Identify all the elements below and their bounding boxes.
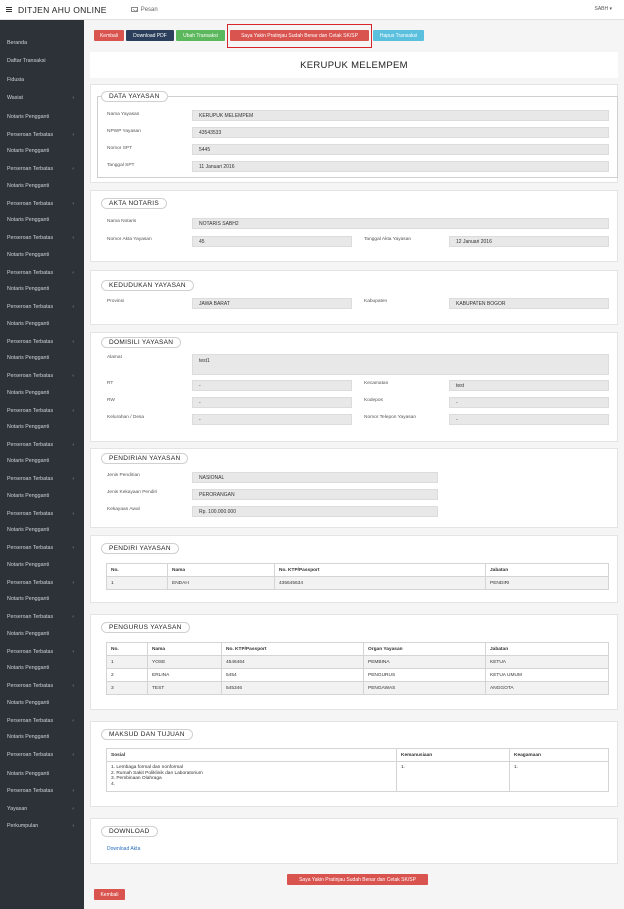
- user-menu[interactable]: SABH ▾: [594, 6, 612, 12]
- sidebar-item-label: Perseroan Terbatas: [7, 303, 54, 310]
- chevron-left-icon: ‹: [72, 269, 74, 276]
- chevron-left-icon: ‹: [72, 613, 74, 620]
- sidebar-item-label: Notaris Pengganti: [7, 147, 50, 154]
- chevron-left-icon: ‹: [72, 805, 74, 812]
- pengurus-legend: PENGURUS YAYASAN: [101, 622, 190, 633]
- sidebar-item-label: Perseroan Terbatas: [7, 407, 54, 414]
- alamat-value: test1: [192, 354, 609, 375]
- back-button[interactable]: Kembali: [94, 30, 124, 41]
- nomor-akta-label: Nomor Akta Yayasan: [107, 237, 152, 242]
- sidebar: [0, 20, 84, 909]
- sidebar-item[interactable]: [0, 712, 84, 729]
- pendiri-legend: PENDIRI YAYASAN: [101, 543, 179, 554]
- sidebar-item[interactable]: [0, 280, 84, 297]
- chevron-left-icon: ‹: [72, 510, 74, 517]
- sidebar-item[interactable]: [0, 142, 84, 159]
- sidebar-item[interactable]: [0, 677, 84, 694]
- akta-legend: AKTA NOTARIS: [101, 198, 167, 209]
- top-bar: [0, 0, 624, 20]
- npwp-value: 43543533: [192, 127, 609, 138]
- chevron-left-icon: ‹: [72, 200, 74, 207]
- sidebar-item[interactable]: [0, 52, 84, 69]
- column-header: Keagamaan: [510, 749, 609, 762]
- jenis-pendirian-value: NASIONAL: [192, 472, 438, 483]
- chevron-left-icon: ‹: [72, 372, 74, 379]
- sidebar-item[interactable]: [0, 487, 84, 504]
- table-cell: 3: [107, 682, 148, 695]
- rt-label: RT: [107, 381, 114, 386]
- table-row: [107, 682, 609, 695]
- chevron-left-icon: ‹: [72, 751, 74, 758]
- nomor-spt-value: 5445: [192, 144, 609, 155]
- maksud-legend: MAKSUD DAN TUJUAN: [101, 729, 193, 740]
- sidebar-item[interactable]: [0, 418, 84, 435]
- table-cell: PENGURUS: [364, 669, 486, 682]
- provinsi-label: Provinsi: [107, 299, 125, 304]
- sidebar-item-label: Perseroan Terbatas: [7, 787, 54, 794]
- sidebar-item[interactable]: [0, 367, 84, 384]
- table-cell: 4546464: [222, 656, 364, 669]
- sidebar-item[interactable]: [0, 229, 84, 246]
- sidebar-item-label: Notaris Pengganti: [7, 561, 50, 568]
- sidebar-item-label: Perseroan Terbatas: [7, 475, 54, 482]
- chevron-left-icon: ‹: [72, 407, 74, 414]
- table-cell: ENDAH: [168, 577, 275, 590]
- jenis-kekayaan-label: Jenis Kekayaan Pendiri: [107, 490, 158, 495]
- sidebar-item-label: Notaris Pengganti: [7, 285, 50, 292]
- column-header: Jabatan: [486, 643, 609, 656]
- sidebar-item-label: Notaris Pengganti: [7, 320, 50, 327]
- table-cell: ANGGOTA: [486, 682, 609, 695]
- rw-value: -: [192, 397, 352, 408]
- list-item: 4.: [111, 781, 116, 787]
- table-cell: 1: [107, 577, 168, 590]
- sidebar-item[interactable]: [0, 728, 84, 745]
- tanggal-akta-value: 12 Januari 2016: [449, 236, 609, 247]
- sidebar-item-label: Notaris Pengganti: [7, 389, 50, 396]
- download-card: [90, 818, 618, 864]
- kekayaan-awal-value: Rp. 100.000.000: [192, 506, 438, 517]
- confirm-print-button[interactable]: Saya Yakin Pratinjau Sudah Benar dan Cetak SK/SP: [230, 30, 369, 41]
- tanggal-akta-label: Tanggal Akta Yayasan: [364, 237, 412, 242]
- kecamatan-label: Kecamatan: [364, 381, 389, 386]
- chevron-left-icon: ‹: [72, 475, 74, 482]
- pendiri-table: [106, 563, 609, 590]
- table-row: [107, 577, 609, 590]
- sidebar-item[interactable]: [0, 246, 84, 263]
- sidebar-item[interactable]: [0, 625, 84, 642]
- sidebar-item-label: Notaris Pengganti: [7, 182, 50, 189]
- kodepos-value: -: [449, 397, 609, 408]
- column-header: No.: [107, 564, 168, 577]
- sidebar-item[interactable]: [0, 746, 84, 763]
- sidebar-item-label: Wasiat: [7, 94, 23, 101]
- maksud-table: [106, 748, 609, 792]
- sidebar-item-label: Perseroan Terbatas: [7, 234, 54, 241]
- sidebar-item[interactable]: [0, 659, 84, 676]
- table-header-row: [107, 564, 609, 577]
- kabupaten-value: KABUPATEN BOGOR: [449, 298, 609, 309]
- sidebar-item-label: Perkumpulan: [7, 822, 39, 829]
- nama-yayasan-label: Nama Yayasan: [107, 112, 140, 117]
- messages-label: Pesan: [140, 6, 158, 13]
- sidebar-item-label: Perseroan Terbatas: [7, 200, 54, 207]
- download-akta-link[interactable]: Download Akta: [107, 846, 141, 852]
- sidebar-item-label: Perseroan Terbatas: [7, 510, 54, 517]
- delete-transaction-button[interactable]: Hapus Transaksi: [373, 30, 424, 41]
- app-title: DITJEN AHU ONLINE: [18, 4, 107, 15]
- sidebar-item-label: Perseroan Terbatas: [7, 269, 54, 276]
- table-row: [107, 656, 609, 669]
- sidebar-item-label: Perseroan Terbatas: [7, 717, 54, 724]
- table-cell: YOSE: [148, 656, 222, 669]
- sidebar-item[interactable]: [0, 384, 84, 401]
- edit-transaction-button[interactable]: Ubah Transaksi: [176, 30, 225, 41]
- table-cell: PENGAWAS: [364, 682, 486, 695]
- chevron-left-icon: ‹: [72, 131, 74, 138]
- sidebar-item[interactable]: [0, 436, 84, 453]
- back-button-bottom[interactable]: Kembali: [94, 889, 125, 900]
- column-header: No. KTP/Passport: [275, 564, 486, 577]
- kabupaten-label: Kabupaten: [364, 299, 388, 304]
- chevron-left-icon: ‹: [72, 579, 74, 586]
- chevron-left-icon: ‹: [72, 165, 74, 172]
- table-cell: TEST: [148, 682, 222, 695]
- sidebar-item-label: Perseroan Terbatas: [7, 579, 54, 586]
- sidebar-item[interactable]: [0, 264, 84, 281]
- sidebar-item-label: Notaris Pengganti: [7, 664, 50, 671]
- sidebar-item-label: Notaris Pengganti: [7, 526, 50, 533]
- sidebar-item[interactable]: [0, 333, 84, 350]
- sidebar-item[interactable]: [0, 765, 84, 782]
- sidebar-item-label: Perseroan Terbatas: [7, 441, 54, 448]
- column-header: Nama: [168, 564, 275, 577]
- sidebar-item[interactable]: [0, 643, 84, 660]
- page-title: KERUPUK MELEMPEM: [90, 52, 618, 78]
- envelope-icon: [131, 7, 138, 12]
- sidebar-item-label: Notaris Pengganti: [7, 216, 50, 223]
- sidebar-item[interactable]: [0, 89, 84, 106]
- chevron-left-icon: ‹: [72, 303, 74, 310]
- sidebar-item[interactable]: [0, 177, 84, 194]
- sidebar-item-label: Notaris Pengganti: [7, 423, 50, 430]
- sidebar-item-label: Perseroan Terbatas: [7, 682, 54, 689]
- download-pdf-button[interactable]: Download PDF: [126, 30, 174, 41]
- column-header: Nama: [148, 643, 222, 656]
- sidebar-item[interactable]: [0, 800, 84, 817]
- sidebar-item[interactable]: [0, 402, 84, 419]
- sidebar-item-label: Perseroan Terbatas: [7, 131, 54, 138]
- sidebar-item-label: Notaris Pengganti: [7, 630, 50, 637]
- rw-label: RW: [107, 398, 115, 403]
- jenis-kekayaan-value: PERORANGAN: [192, 489, 438, 500]
- telepon-label: Nomor Telepon Yayasan: [364, 415, 416, 420]
- rt-value: -: [192, 380, 352, 391]
- sidebar-item-label: Perseroan Terbatas: [7, 165, 54, 172]
- sidebar-item[interactable]: [0, 556, 84, 573]
- table-cell: ERLINA: [148, 669, 222, 682]
- sidebar-item-label: Fidusia: [7, 76, 25, 83]
- table-header-row: [107, 749, 609, 762]
- sidebar-item[interactable]: [0, 521, 84, 538]
- provinsi-value: JAWA BARAT: [192, 298, 352, 309]
- sidebar-item[interactable]: [0, 505, 84, 522]
- column-header: Jabatan: [486, 564, 609, 577]
- sidebar-item[interactable]: [0, 817, 84, 834]
- alamat-label: Alamat: [107, 355, 122, 360]
- column-header: Sosial: [107, 749, 397, 762]
- sidebar-item[interactable]: [0, 108, 84, 125]
- sosial-cell: [107, 762, 397, 792]
- chevron-left-icon: ‹: [72, 682, 74, 689]
- column-header: No.: [107, 643, 148, 656]
- chevron-left-icon: ‹: [72, 234, 74, 241]
- kelurahan-label: Kelurahan / Desa: [107, 415, 145, 420]
- sidebar-item-label: Notaris Pengganti: [7, 113, 50, 120]
- sidebar-item[interactable]: [0, 608, 84, 625]
- sidebar-item[interactable]: [0, 539, 84, 556]
- column-header: No. KTP/Passport: [222, 643, 364, 656]
- sidebar-item[interactable]: [0, 452, 84, 469]
- tanggal-spt-value: 11 Januari 2016: [192, 161, 609, 172]
- sidebar-item-label: Notaris Pengganti: [7, 251, 50, 258]
- chevron-left-icon: ‹: [72, 441, 74, 448]
- nomor-spt-label: Nomor SPT: [107, 146, 133, 151]
- table-cell: 545346: [222, 682, 364, 695]
- table-cell: PEMBINA: [364, 656, 486, 669]
- download-legend: DOWNLOAD: [101, 826, 158, 837]
- sidebar-item[interactable]: [0, 211, 84, 228]
- table-row: [107, 669, 609, 682]
- sidebar-item[interactable]: [0, 160, 84, 177]
- sidebar-item[interactable]: [0, 694, 84, 711]
- nama-notaris-label: Nama Notaris: [107, 219, 137, 224]
- table-cell: 2: [107, 669, 148, 682]
- kodepos-label: Kodepos: [364, 398, 383, 403]
- sidebar-item-label: Yayasan: [7, 805, 28, 812]
- pendirian-legend: PENDIRIAN YAYASAN: [101, 453, 188, 464]
- chevron-left-icon: ‹: [72, 822, 74, 829]
- kemanusiaan-cell: 1.: [397, 762, 510, 792]
- sidebar-item[interactable]: [0, 195, 84, 212]
- table-cell: KETUA UMUM: [486, 669, 609, 682]
- npwp-label: NPWP Yayasan: [107, 129, 141, 134]
- kecamatan-value: test: [449, 380, 609, 391]
- sidebar-item[interactable]: [0, 126, 84, 143]
- list-item: 3. Pembinaan Olahraga: [111, 776, 162, 782]
- messages-link[interactable]: [131, 7, 158, 13]
- chevron-left-icon: ‹: [72, 717, 74, 724]
- table-cell: 435645634: [275, 577, 486, 590]
- kekayaan-awal-label: Kekayaan Awal: [107, 507, 140, 512]
- sidebar-item[interactable]: [0, 34, 84, 51]
- table-cell: KETUA: [486, 656, 609, 669]
- nama-yayasan-value: KERUPUK MELEMPEM: [192, 110, 609, 121]
- sidebar-item-label: Notaris Pengganti: [7, 770, 50, 777]
- list-item: 2. Rumah Sakit Poliklinik dan Laboratorium: [111, 770, 203, 776]
- telepon-value: -: [449, 414, 609, 425]
- sidebar-item-label: Daftar Transaksi: [7, 57, 46, 64]
- chevron-left-icon: ‹: [72, 648, 74, 655]
- sidebar-item-label: Perseroan Terbatas: [7, 648, 54, 655]
- chevron-left-icon: ‹: [72, 94, 74, 101]
- tanggal-spt-label: Tanggal SPT: [107, 163, 135, 168]
- table-cell: 5454: [222, 669, 364, 682]
- jenis-pendirian-label: Jenis Pendirian: [107, 473, 140, 478]
- sidebar-item[interactable]: [0, 590, 84, 607]
- sidebar-item-label: Notaris Pengganti: [7, 733, 50, 740]
- keagamaan-cell: 1.: [510, 762, 609, 792]
- sidebar-item-label: Notaris Pengganti: [7, 699, 50, 706]
- pengurus-table: [106, 642, 609, 695]
- sidebar-item-label: Perseroan Terbatas: [7, 338, 54, 345]
- domisili-legend: DOMISILI YAYASAN: [101, 337, 181, 348]
- menu-icon[interactable]: [6, 7, 12, 12]
- chevron-left-icon: ‹: [72, 338, 74, 345]
- chevron-left-icon: ‹: [72, 544, 74, 551]
- sidebar-item-label: Perseroan Terbatas: [7, 372, 54, 379]
- chevron-left-icon: ‹: [72, 787, 74, 794]
- sidebar-item-label: Notaris Pengganti: [7, 595, 50, 602]
- column-header: Organ Yayasan: [364, 643, 486, 656]
- table-header-row: [107, 643, 609, 656]
- nomor-akta-value: 45: [192, 236, 352, 247]
- sidebar-item[interactable]: [0, 349, 84, 366]
- sidebar-item-label: Notaris Pengganti: [7, 457, 50, 464]
- table-cell: PENDIRI: [486, 577, 609, 590]
- kedudukan-legend: KEDUDUKAN YAYASAN: [101, 280, 194, 291]
- sidebar-item-label: Notaris Pengganti: [7, 354, 50, 361]
- sidebar-item-label: Perseroan Terbatas: [7, 751, 54, 758]
- highlight-box: [227, 24, 372, 48]
- confirm-print-button-bottom[interactable]: Saya Yakin Pratinjau Sudah Benar dan Cetak SK/SP: [287, 874, 428, 885]
- sidebar-item-label: Beranda: [7, 39, 28, 46]
- sidebar-item[interactable]: [0, 470, 84, 487]
- sidebar-item-label: Perseroan Terbatas: [7, 544, 54, 551]
- sidebar-item-label: Notaris Pengganti: [7, 492, 50, 499]
- sidebar-item[interactable]: [0, 71, 84, 88]
- table-cell: 1: [107, 656, 148, 669]
- table-row: [107, 762, 609, 792]
- nama-notaris-value: NOTARIS SABH2: [192, 218, 609, 229]
- sidebar-item[interactable]: [0, 315, 84, 332]
- column-header: Kemanusiaan: [397, 749, 510, 762]
- sidebar-item-label: Perseroan Terbatas: [7, 613, 54, 620]
- sidebar-item[interactable]: [0, 782, 84, 799]
- data-yayasan-legend: DATA YAYASAN: [101, 91, 168, 102]
- list-item: 1. Lembaga formal dan nonformal: [111, 765, 183, 770]
- sidebar-item[interactable]: [0, 574, 84, 591]
- sidebar-item[interactable]: [0, 298, 84, 315]
- kelurahan-value: -: [192, 414, 352, 425]
